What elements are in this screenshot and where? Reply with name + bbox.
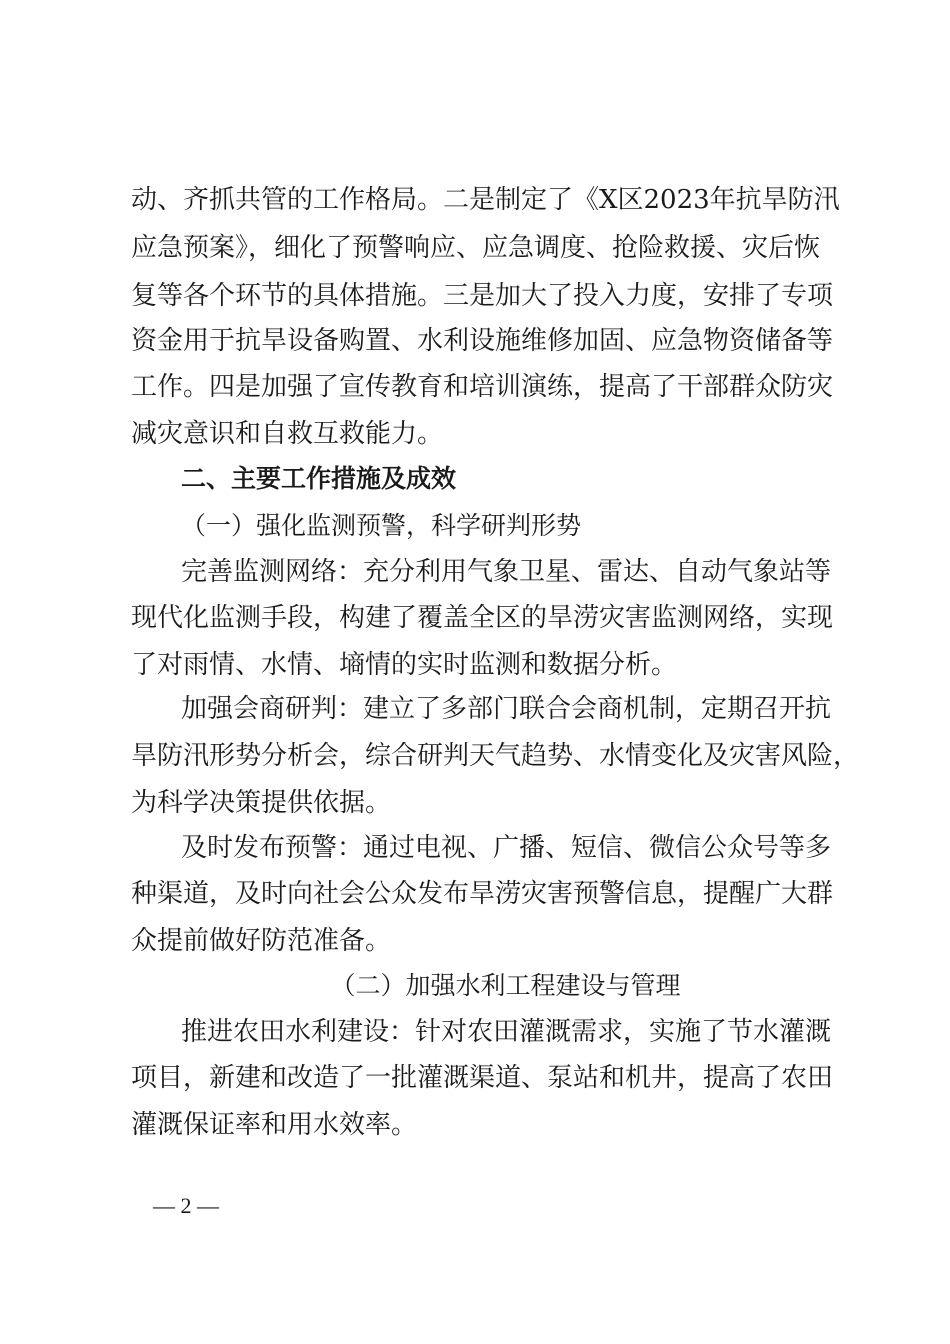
section-heading-main-measures: 二、主要工作措施及成效 (181, 464, 457, 493)
intro-line-5: 工作。四是加强了宣传教育和培训演练，提高了干部群众防灾 (131, 372, 834, 402)
monitoring-line-2: 现代化监测手段，构建了覆盖全区的旱涝灾害监测网络，实现 (131, 603, 834, 633)
monitoring-line-1: 完善监测网络：充分利用气象卫星、雷达、自动气象站等 (181, 557, 832, 587)
intro-line-4: 资金用于抗旱设备购置、水利设施维修加固、应急物资储备等 (131, 326, 834, 356)
irrigation-line-2: 项目，新建和改造了一批灌溉渠道、泵站和机井，提高了农田 (131, 1063, 834, 1093)
consultation-line-3: 为科学决策提供依据。 (131, 788, 392, 818)
intro-line-3: 复等各个环节的具体措施。三是加大了投入力度，安排了专项 (131, 281, 834, 311)
intro-line-6: 减灾意识和自救互救能力。 (131, 419, 444, 449)
consultation-line-1: 加强会商研判：建立了多部门联合会商机制，定期召开抗 (181, 694, 832, 724)
subsection-heading-water-projects: （二）加强水利工程建设与管理 (330, 971, 681, 1000)
warning-line-2: 种渠道，及时向社会公众发布旱涝灾害预警信息，提醒广大群 (131, 879, 834, 909)
intro-line-1: 动、齐抓共管的工作格局。二是制定了《X区2023年抗旱防汛 (131, 185, 840, 215)
warning-line-1: 及时发布预警：通过电视、广播、短信、微信公众号等多 (181, 833, 832, 863)
page-number: — 2 — (153, 1193, 219, 1218)
irrigation-line-3: 灌溉保证率和用水效率。 (131, 1110, 418, 1140)
monitoring-line-3: 了对雨情、水情、墒情的实时监测和数据分析。 (131, 650, 678, 680)
subsection-heading-monitoring: （一）强化监测预警，科学研判形势 (181, 511, 582, 540)
irrigation-line-1: 推进农田水利建设：针对农田灌溉需求，实施了节水灌溉 (181, 1017, 832, 1047)
consultation-line-2: 旱防汛形势分析会，综合研判天气趋势、水情变化及灾害风险， (131, 741, 860, 771)
intro-line-2: 应急预案》，细化了预警响应、应急调度、抢险救援、灾后恢 (131, 233, 821, 263)
warning-line-3: 众提前做好防范准备。 (131, 926, 392, 956)
